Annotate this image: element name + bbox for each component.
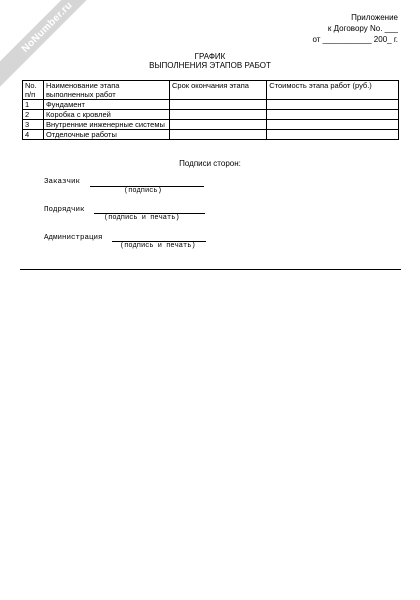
table-row [23, 130, 399, 140]
appendix-line-1: Приложение [351, 13, 398, 22]
administration-label: Администрация [44, 234, 103, 242]
appendix-line-3: от ___________ 200_ г. [312, 35, 398, 44]
column-header-cost: Стоимость этапа работ (руб.) [267, 81, 399, 100]
row-cost [267, 100, 399, 110]
row-deadline [169, 100, 266, 110]
row-cost [267, 120, 399, 130]
row-stage-name: Фундамент [43, 100, 169, 110]
contractor-label: Подрядчик [44, 206, 85, 214]
page-divider [20, 269, 401, 270]
appendix-line-2: к Договору No. ___ [327, 24, 398, 33]
row-number: 4 [23, 130, 44, 140]
administration-signature-hint: (подпись и печать) [120, 242, 196, 250]
watermark-ribbon [0, 0, 106, 86]
table-row [23, 110, 399, 120]
work-stages-table [22, 80, 399, 140]
row-deadline [169, 120, 266, 130]
row-deadline [169, 130, 266, 140]
customer-label: Заказчик [44, 178, 81, 186]
document-title: ГРАФИК [194, 52, 226, 61]
row-number: 2 [23, 110, 44, 120]
appendix-header [312, 12, 398, 45]
row-deadline [169, 110, 266, 120]
row-cost [267, 130, 399, 140]
column-header-number: No. п/п [23, 81, 44, 100]
table-row [23, 120, 399, 130]
table-header-row [23, 81, 399, 100]
watermark-text: NoNumber.ru [19, 0, 75, 55]
row-number: 3 [23, 120, 44, 130]
table-row [23, 100, 399, 110]
customer-signature-hint: (подпись) [124, 187, 162, 195]
column-header-stage-name: Наименование этапа выполненных работ [43, 81, 169, 100]
row-stage-name: Внутренние инженерные системы [43, 120, 169, 130]
contractor-signature-hint: (подпись и печать) [104, 214, 180, 222]
column-header-deadline: Срок окончания этапа [169, 81, 266, 100]
row-cost [267, 110, 399, 120]
row-stage-name: Коробка с кровлей [43, 110, 169, 120]
row-number: 1 [23, 100, 44, 110]
signatures-title: Подписи сторон: [179, 159, 241, 168]
row-stage-name: Отделочные работы [43, 130, 169, 140]
document-subtitle: ВЫПОЛНЕНИЯ ЭТАПОВ РАБОТ [149, 61, 271, 70]
